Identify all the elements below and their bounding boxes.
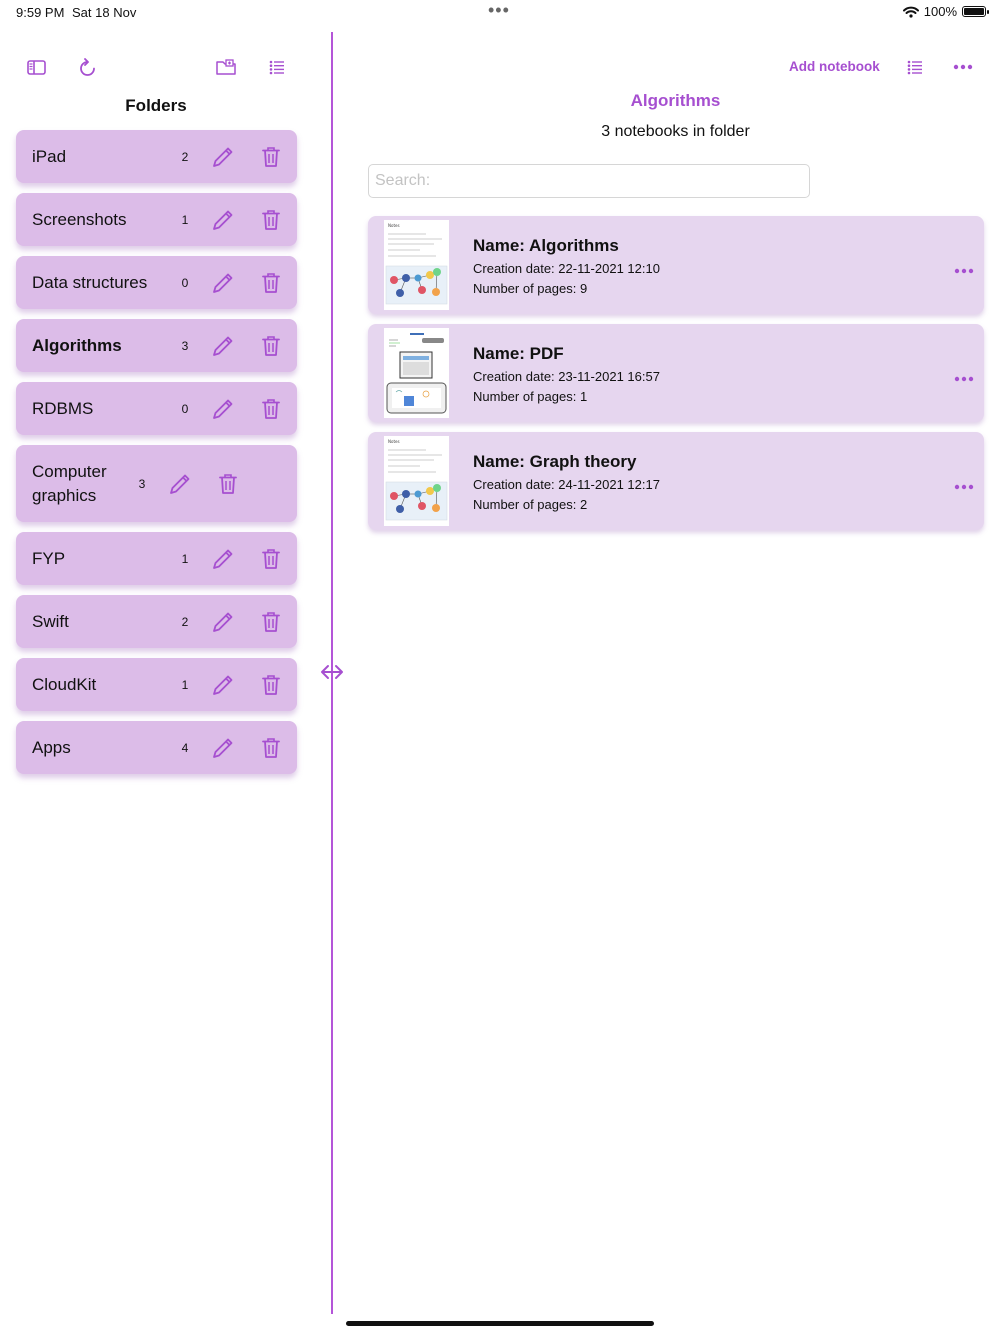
notebook-thumbnail[interactable] bbox=[384, 436, 449, 526]
notebook-thumbnail[interactable] bbox=[384, 220, 449, 310]
status-right bbox=[903, 4, 986, 19]
folder-title: Algorithms bbox=[630, 91, 721, 110]
battery-percentage: 100% bbox=[923, 4, 957, 19]
notebook-creation-date: Creation date: 23-11-2021 16:57 bbox=[473, 369, 660, 384]
search-input[interactable] bbox=[368, 164, 810, 198]
wifi-icon bbox=[903, 6, 919, 18]
folder-name: RDBMS bbox=[32, 398, 94, 418]
trash-icon[interactable] bbox=[261, 548, 281, 570]
folder-count: 2 bbox=[181, 149, 189, 164]
svg-text:Notes: Notes bbox=[388, 223, 400, 228]
pencil-icon[interactable] bbox=[211, 271, 235, 295]
folder-name: FYP bbox=[32, 548, 66, 568]
notebook-name: Name: Graph theory bbox=[473, 452, 637, 471]
pencil-icon[interactable] bbox=[211, 145, 235, 169]
notebook-thumbnail[interactable] bbox=[384, 328, 449, 418]
trash-icon[interactable] bbox=[261, 146, 281, 168]
status-time: 9:59 PM bbox=[16, 5, 65, 20]
notebook-list-icon[interactable] bbox=[907, 60, 923, 75]
notebook-card[interactable] bbox=[368, 432, 984, 530]
pencil-icon[interactable] bbox=[211, 673, 235, 697]
folder-item[interactable] bbox=[16, 193, 297, 246]
folder-count: 0 bbox=[181, 275, 189, 290]
new-folder-icon[interactable] bbox=[216, 59, 236, 75]
folder-name: Algorithms bbox=[32, 335, 122, 355]
refresh-icon[interactable] bbox=[79, 58, 96, 77]
folder-item[interactable] bbox=[16, 319, 297, 372]
battery-icon bbox=[962, 6, 986, 17]
notebook-count-text: 3 notebooks in folder bbox=[601, 123, 750, 140]
folder-item[interactable] bbox=[16, 721, 297, 774]
pencil-icon[interactable] bbox=[168, 472, 192, 496]
more-icon[interactable] bbox=[954, 262, 974, 280]
notebook-name: Name: Algorithms bbox=[473, 236, 619, 255]
folder-count: 1 bbox=[181, 551, 189, 566]
resize-arrows-icon[interactable] bbox=[319, 661, 345, 683]
pencil-icon[interactable] bbox=[211, 334, 235, 358]
notebook-page-count: Number of pages: 2 bbox=[473, 497, 588, 512]
notebook-page-count: Number of pages: 9 bbox=[473, 281, 588, 296]
pencil-icon[interactable] bbox=[211, 610, 235, 634]
folder-item[interactable] bbox=[16, 445, 297, 522]
folder-count: 1 bbox=[181, 212, 189, 227]
folder-item[interactable] bbox=[16, 532, 297, 585]
folder-count: 3 bbox=[181, 338, 189, 353]
notebook-creation-date: Creation date: 24-11-2021 12:17 bbox=[473, 477, 660, 492]
trash-icon[interactable] bbox=[261, 737, 281, 759]
trash-icon[interactable] bbox=[261, 335, 281, 357]
pencil-icon[interactable] bbox=[211, 208, 235, 232]
folder-item[interactable] bbox=[16, 658, 297, 711]
sidebar-title: Folders bbox=[125, 96, 187, 115]
folder-item[interactable] bbox=[16, 130, 297, 183]
more-icon[interactable] bbox=[954, 478, 974, 496]
pencil-icon[interactable] bbox=[211, 547, 235, 571]
folder-name: CloudKit bbox=[32, 674, 97, 694]
trash-icon[interactable] bbox=[261, 674, 281, 696]
sidebar-toggle-icon[interactable] bbox=[27, 60, 46, 75]
folder-list bbox=[16, 130, 297, 784]
folder-item[interactable] bbox=[16, 595, 297, 648]
notebook-card[interactable] bbox=[368, 216, 984, 314]
folder-item[interactable] bbox=[16, 256, 297, 309]
folder-count: 4 bbox=[181, 740, 189, 755]
more-icon[interactable] bbox=[954, 370, 974, 388]
folder-item[interactable] bbox=[16, 382, 297, 435]
trash-icon[interactable] bbox=[261, 209, 281, 231]
notebook-creation-date: Creation date: 22-11-2021 12:10 bbox=[473, 261, 660, 276]
notebook-card[interactable] bbox=[368, 324, 984, 422]
folder-name: iPad bbox=[32, 146, 67, 166]
folder-count: 2 bbox=[181, 614, 189, 629]
pencil-icon[interactable] bbox=[211, 736, 235, 760]
folder-count: 3 bbox=[138, 476, 146, 491]
folder-count: 0 bbox=[181, 401, 189, 416]
home-indicator[interactable] bbox=[346, 1321, 654, 1326]
folder-name: Screenshots bbox=[32, 209, 127, 229]
list-icon[interactable] bbox=[269, 60, 285, 75]
trash-icon[interactable] bbox=[261, 272, 281, 294]
folder-name: Swift bbox=[32, 611, 69, 631]
trash-icon[interactable] bbox=[218, 473, 238, 495]
more-icon[interactable] bbox=[953, 63, 973, 71]
folder-name: Computer graphics bbox=[32, 461, 107, 505]
folder-name: Data structures bbox=[32, 272, 148, 292]
trash-icon[interactable] bbox=[261, 398, 281, 420]
pencil-icon[interactable] bbox=[211, 397, 235, 421]
multitasking-dots-icon[interactable]: ••• bbox=[488, 0, 510, 20]
svg-text:Notes: Notes bbox=[388, 439, 400, 444]
folder-name: Apps bbox=[32, 737, 71, 757]
notebook-list bbox=[368, 216, 984, 540]
folder-count: 1 bbox=[181, 677, 189, 692]
status-bar bbox=[0, 0, 1000, 26]
status-date: Sat 18 Nov bbox=[72, 5, 137, 20]
add-notebook-button[interactable]: Add notebook bbox=[789, 59, 880, 74]
notebook-page-count: Number of pages: 1 bbox=[473, 389, 588, 404]
trash-icon[interactable] bbox=[261, 611, 281, 633]
notebook-name: Name: PDF bbox=[473, 344, 564, 363]
